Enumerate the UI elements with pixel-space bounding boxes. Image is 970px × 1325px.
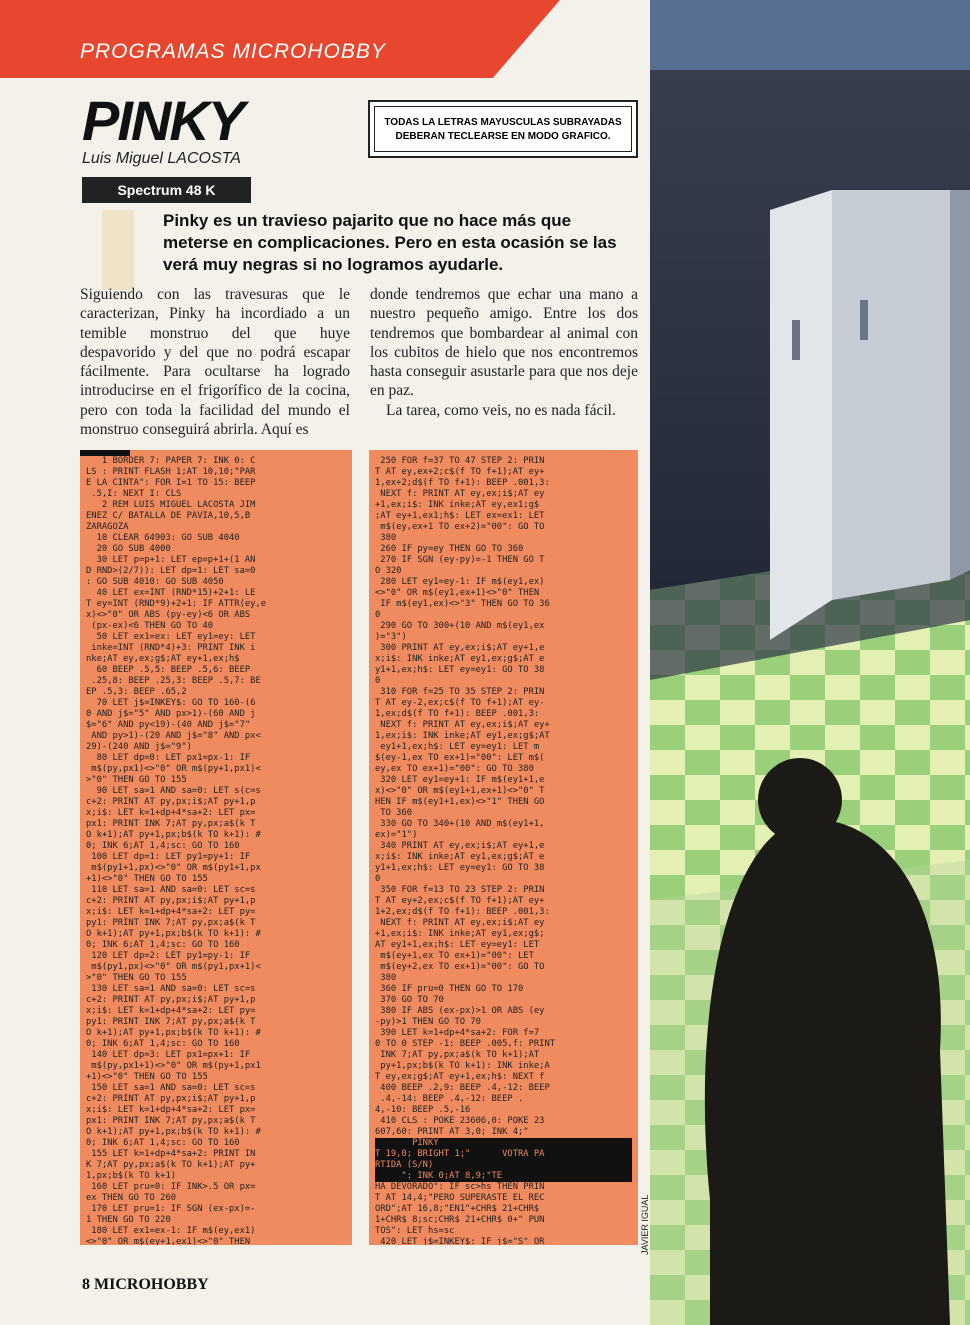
code-line: m$(py1,px)<>"0" OR m$(py1,px+1)< xyxy=(86,962,261,972)
code-line: 0 TO 0 STEP -1: BEEP .005,f: PRINT xyxy=(375,1039,556,1049)
code-line: m$(py,px1+1)<>"0" OR m$(py+1,px1 xyxy=(86,1061,261,1071)
code-line: 260 IF py=ey THEN GO TO 360 xyxy=(375,544,524,554)
code-line: y1+1,ex;h$: LET ey=ey1: GO TO 38 xyxy=(375,863,545,873)
code-line: PINKY xyxy=(375,1138,632,1149)
code-line: 30 LET p=p+1: LET ep=p+1+(1 AN xyxy=(86,555,256,565)
magazine-name: MICROHOBBY xyxy=(94,1276,209,1293)
code-line: HEN IF m$(ey1+1,ex)<>"1" THEN GO xyxy=(375,797,545,807)
code-line: 29)-(240 AND j$="9") xyxy=(86,742,192,752)
code-line: 420 LET j$=INKEY$: IF j$="S" OR xyxy=(375,1237,545,1245)
code-line: c+2: PRINT AT py,px;i$;AT py+1,p xyxy=(86,995,256,1005)
code-line: 270 IF SGN (ey-py)=-1 THEN GO T xyxy=(375,555,545,565)
code-line: inke=INT (RND*4)+3: PRINT INK i xyxy=(86,643,256,653)
code-line: 1+2,ex;d$(f TO f+1): BEEP .001,3: xyxy=(375,907,550,917)
code-line: 380 xyxy=(375,533,397,543)
code-line: x;i$: LET k=1+dp+4*sa+2: LET px= xyxy=(86,808,256,818)
code-line: 320 LET ey1=ey+1: IF m$(ey1+1,e xyxy=(375,775,545,785)
code-line: c+2: PRINT AT py,px;i$;AT py+1,p xyxy=(86,797,256,807)
code-line: $="6" AND py<19)-(40 AND j$="7" xyxy=(86,720,251,730)
code-line: AT ey1+1,ex;h$: LET ey=ey1: LET xyxy=(375,940,540,950)
code-line: 40 LET ex=INT (RND*15)+2+1: LE xyxy=(86,588,256,598)
code-line: 290 GO TO 300+(10 AND m$(ey1,ex xyxy=(375,621,545,631)
code-line: ex THEN GO TO 260 xyxy=(86,1193,177,1203)
code-line: ": INK 0;AT 8,9;"TE xyxy=(375,1171,632,1182)
code-line: 10 CLEAR 64903: GO SUB 4040 xyxy=(86,533,240,543)
basic-listing-2 xyxy=(369,450,638,1245)
code-line: IF m$(ey1,ex)<>"3" THEN GO TO 36 xyxy=(375,599,550,609)
code-line: +1)<>"0" THEN GO TO 155 xyxy=(86,1072,208,1082)
code-line: <>"0" OR m$(ey1,ex+1)<>"0" THEN xyxy=(375,588,540,598)
code-line: x;i$: LET k=1+dp+4*sa+2: LET px= xyxy=(86,1105,256,1115)
code-line: +1,ex;i$: INK inke;AT ey,ex1;g$ xyxy=(375,500,540,510)
code-line: +1)<>"0" THEN GO TO 155 xyxy=(86,874,208,884)
code-line: -py)>1 THEN GO TO 70 xyxy=(375,1017,481,1027)
code-line: +1,ex;i$: INK inke;AT ey1,ex;g$; xyxy=(375,929,545,939)
code-line: NEXT f: PRINT AT ey,ex;i$;AT ey xyxy=(375,489,545,499)
code-line: D RND>(2/7)): LET dp=1: LET sa=0 xyxy=(86,566,256,576)
code-line: 110 LET sa=1 AND sa=0: LET sc=s xyxy=(86,885,256,895)
code-line: .25,8: BEEP .25,3: BEEP .5,7: BE xyxy=(86,676,261,686)
code-line: 390 LET k=1+dp+4*sa+2: FOR f=7 xyxy=(375,1028,540,1038)
code-line: >"0" THEN GO TO 155 xyxy=(86,775,187,785)
body-paragraph: donde tendremos que echar una mano a nuestro pequeño amigo. Entre los dos tendremos que bombardear al animal con los cubitos de hielo que nos encontremos hasta conseguir asustarle para que nos deje en paz. xyxy=(370,286,638,400)
code-line: py1: PRINT INK 7;AT py,px;a$(k T xyxy=(86,1017,256,1027)
code-line: T ey,ex;g$;AT ey+1,ex;h$: NEXT f xyxy=(375,1072,545,1082)
code-line: 380 IF ABS (ex-px)>1 OR ABS (ey xyxy=(375,1006,545,1016)
code-line: 0; INK 6;AT 1,4;sc: GO TO 160 xyxy=(86,940,240,950)
code-line: 410 CLS : POKE 23606,0: POKE 23 xyxy=(375,1116,545,1126)
code-line: TOS": LET hs=sc xyxy=(375,1226,455,1236)
article-lead: Pinky es un travieso pajarito que no hace más que meterse en complicaciones. Pero en esta ocasión se las verá muy negras si no logramos ayudarle. xyxy=(163,211,617,274)
code-line: 1,ex+2;d$(f TO f+1): BEEP .001,3: xyxy=(375,478,550,488)
code-line: y1+1,ex;h$: LET ey=ey1: GO TO 38 xyxy=(375,665,545,675)
code-line: .5,I: NEXT I: CLS xyxy=(86,489,182,499)
code-line: 100 LET dp=1: LET py1=py+1: IF xyxy=(86,852,251,862)
code-line: py+1,px;b$(k TO k+1): INK inke;A xyxy=(375,1061,550,1071)
code-line: .4,-14: BEEP .4,-12: BEEP . xyxy=(375,1094,524,1104)
code-line: (px-ex)<6 THEN GO TO 40 xyxy=(86,621,214,631)
code-line: 0 AND j$="5" AND px>1)-(60 AND j xyxy=(86,709,256,719)
code-line: $(ey-1,ex TO ex+1)="00": LET m$( xyxy=(375,753,545,763)
code-line: ey,ex TO ex+1)="00": GO TO 380 xyxy=(375,764,534,774)
article-author: Luis Miguel LACOSTA xyxy=(82,150,241,167)
code-line: O k+1);AT py+1,px;b$(k TO k+1): # xyxy=(86,929,261,939)
code-line: 250 FOR f=37 TO 47 STEP 2: PRIN xyxy=(375,456,545,466)
code-line: O k+1);AT py+1,px;b$(k TO k+1): # xyxy=(86,1127,261,1137)
section-title: PROGRAMAS MICROHOBBY xyxy=(80,40,386,63)
page-number: 8 xyxy=(82,1276,90,1293)
code-line: 1 BORDER 7: PAPER 7: INK 0: C xyxy=(86,456,256,466)
code-line: INK 7;AT py,px;a$(k TO k+1);AT xyxy=(375,1050,540,1060)
code-line: 350 FOR f=13 TO 23 STEP 2: PRIN xyxy=(375,885,545,895)
code-line: 0 xyxy=(375,676,381,686)
code-line: T ey=INT (RND*9)+2+1: IF ATTR(ey,e xyxy=(86,599,267,609)
page-footer xyxy=(82,1276,209,1294)
code-line: px1: PRINT INK 7;AT py,px;a$(k T xyxy=(86,819,256,829)
code-line: py1: PRINT INK 7;AT py,px;a$(k T xyxy=(86,918,256,928)
code-line: 330 GO TO 340+(10 AND m$(ey1+1, xyxy=(375,819,545,829)
code-line: m$(py,px1)<>"0" OR m$(py+1,px1)< xyxy=(86,764,261,774)
code-line: 380 xyxy=(375,973,397,983)
code-line: >"0" THEN GO TO 155 xyxy=(86,973,187,983)
code-line: LS : PRINT FLASH 1;AT 10,10;"PAR xyxy=(86,467,256,477)
code-line: )="3") xyxy=(375,632,407,642)
code-line: 155 LET k=1+dp+4*sa+2: PRINT IN xyxy=(86,1149,256,1159)
basic-listing-1 xyxy=(80,450,352,1245)
code-line: 1,ex;i$: INK inke;AT ey1,ex;g$;AT xyxy=(375,731,550,741)
code-line: x;i$: INK inke;AT ey1,ex;g$;AT e xyxy=(375,654,545,664)
code-line: 0; INK 6;AT 1,4;sc: GO TO 160 xyxy=(86,1039,240,1049)
code-line: ey1+1,ex;h$: LET ey=ey1: LET m xyxy=(375,742,540,752)
code-line: 160 LET pru=0: IF INK>.5 OR px= xyxy=(86,1182,256,1192)
code-line: 1+CHR$ 8;sc;CHR$ 21+CHR$ 0+" PUN xyxy=(375,1215,545,1225)
code-line: 70 LET j$=INKEY$: GO TO 160-(6 xyxy=(86,698,256,708)
code-line: 360 IF pru=0 THEN GO TO 170 xyxy=(375,984,524,994)
code-line: ;AT ey+1,ex1;h$: LET ex=ex1: LET xyxy=(375,511,545,521)
code-line: 20 GO SUB 4000 xyxy=(86,544,171,554)
code-line: O k+1);AT py+1,px;b$(k TO k+1): # xyxy=(86,830,261,840)
code-line: x;i$: INK inke;AT ey1,ex;g$;AT e xyxy=(375,852,545,862)
code-line: T AT ey-2,ex;c$(f TO f+1);AT ey- xyxy=(375,698,545,708)
code-line: 0 xyxy=(375,874,381,884)
code-line: ORD";AT 16,8;"EN1"+CHR$ 21+CHR$ xyxy=(375,1204,540,1214)
code-line: 2 REM LUIS MIGUEL LACOSTA JIM xyxy=(86,500,256,510)
code-line: c+2: PRINT AT py,px;i$;AT py+1,p xyxy=(86,896,256,906)
code-line: O k+1);AT py+1,px;b$(k TO k+1): # xyxy=(86,1028,261,1038)
code-line: T AT ey,ex+2;c$(f TO f+1);AT ey+ xyxy=(375,467,545,477)
code-line: 0; INK 6;AT 1,4;sc: GO TO 160 xyxy=(86,841,240,851)
code-line: T 19,0; BRIGHT 1;" VOTRA PA xyxy=(375,1149,632,1160)
code-line: 0 xyxy=(375,610,381,620)
code-line: 300 PRINT AT ey,ex;i$;AT ey+1,e xyxy=(375,643,545,653)
code-line: 140 LET dp=3: LET px1=px+1: IF xyxy=(86,1050,251,1060)
code-line: 1,px;b$(k TO k+1) xyxy=(86,1171,177,1181)
code-line: 0; INK 6;AT 1,4;sc: GO TO 160 xyxy=(86,1138,240,1148)
code-line: 607,60: PRINT AT 3,0; INK 4;" xyxy=(375,1127,529,1137)
code-line: 280 LET ey1=ey-1: IF m$(ey1,ex) xyxy=(375,577,545,587)
code-line: NEXT f: PRINT AT ey,ex;i$;AT ey+ xyxy=(375,720,550,730)
code-line: 90 LET sa=1 AND sa=0: LET s(c=s xyxy=(86,786,261,796)
code-line: 340 PRINT AT ey,ex;i$;AT ey+1,e xyxy=(375,841,545,851)
code-line: c+2: PRINT AT py,px;i$;AT py+1,p xyxy=(86,1094,256,1104)
code-line: 130 LET sa=1 AND sa=0: LET sc=s xyxy=(86,984,256,994)
code-line: 180 LET ex1=ex-1: IF m$(ey,ex1) xyxy=(86,1226,256,1236)
fridge-monster-illustration xyxy=(650,0,970,1325)
code-line: T AT ey+2,ex;c$(f TO f+1);AT ey+ xyxy=(375,896,545,906)
code-line: 310 FOR f=25 TO 35 STEP 2: PRIN xyxy=(375,687,545,697)
code-line: x;i$: LET k=1+dp+4*sa+2: LET py= xyxy=(86,1006,256,1016)
code-line: x)<>"0" OR m$(ey1+1,ex+1)<>"0" T xyxy=(375,786,545,796)
illustration-photo xyxy=(650,0,970,1325)
code-line: 400 BEEP .2,9: BEEP .4,-12: BEEP xyxy=(375,1083,550,1093)
code-line: 170 LET pru=1: IF SGN (ex-px)=- xyxy=(86,1204,256,1214)
code-line: nke;AT ey,ex;g$;AT ey+1,ex;h$ xyxy=(86,654,240,664)
article-title: PINKY xyxy=(82,89,244,152)
code-line: 120 LET dp=2: LET py1=py-1: IF xyxy=(86,951,251,961)
code-line: O 320 xyxy=(375,566,402,576)
code-line: 80 LET dp=0: LET px1=px-1: IF xyxy=(86,753,251,763)
illustrator-credit: JAVIER IGUAL xyxy=(640,1194,650,1255)
code-line: NEXT f: PRINT AT ey,ex;i$;AT ey xyxy=(375,918,545,928)
code-line: HA DEVORADO": IF sc>hs THEN PRIN xyxy=(375,1182,545,1192)
code-line: EP .5,3: BEEP .65,2 xyxy=(86,687,187,697)
code-line: T AT 14,4;"PERO SUPERASTE EL REC xyxy=(375,1193,545,1203)
body-column-1: Siguiendo con las travesuras que le caracterizan, Pinky ha incordiado a un temible monstruo del que huye despavorido y del que no podrá escapar fácilmente. Para ocultarse ha logrado introducirse en el frigorífico de la cocina, pero con toda la facilidad del mundo el monstruo conseguirá abrirla. Aquí es xyxy=(80,286,350,439)
code-line: TO 360 xyxy=(375,808,413,818)
code-line: ENEZ C/ BATALLA DE PAVIA,10,5,B xyxy=(86,511,251,521)
code-line: x;i$: LET k=1+dp+4*sa+2: LET py= xyxy=(86,907,256,917)
code-line: 150 LET sa=1 AND sa=0: LET sc=s xyxy=(86,1083,256,1093)
code-line: m$(ey+1,ex TO ex+1)="00": LET xyxy=(375,951,534,961)
code-line: ZARAGOZA xyxy=(86,522,129,532)
code-line: K 7;AT py,px;a$(k TO k+1);AT py+ xyxy=(86,1160,256,1170)
code-line: 60 BEEP .5,5: BEEP .5,6: BEEP xyxy=(86,665,251,675)
code-line: px1: PRINT INK 7;AT py,px;a$(k T xyxy=(86,1116,256,1126)
code-line: 1 THEN GO TO 220 xyxy=(86,1215,171,1225)
platform-badge: Spectrum 48 K xyxy=(82,177,251,203)
code-line: 4,-10: BEEP .5,-16 xyxy=(375,1105,471,1115)
code-line: E LA CINTA": FOR I=1 TO 15: BEEP xyxy=(86,478,256,488)
code-line: ex)="1") xyxy=(375,830,418,840)
code-line: 370 GO TO 70 xyxy=(375,995,444,1005)
code-line: m$(ey+2,ex TO ex+1)="00": GO TO xyxy=(375,962,545,972)
code-line: : GO SUB 4010: GO SUB 4050 xyxy=(86,577,224,587)
code-line: <>"0" OR m$(ey+1,ex1)<>"0" THEN xyxy=(86,1237,251,1245)
code-line: m$(py1+1,px)<>"0" OR m$(py1+1,px xyxy=(86,863,261,873)
code-line: 50 LET ex1=ex: LET ey1=ey: LET xyxy=(86,632,256,642)
code-line: 1,ex;d$(f TO f+1): BEEP .001,3: xyxy=(375,709,540,719)
code-line: AND py>1)-(20 AND j$="8" AND px< xyxy=(86,731,261,741)
decorative-bar xyxy=(102,210,134,290)
code-line: m$(ey,ex+1 TO ex+2)="00": GO TO xyxy=(375,522,545,532)
code-line: x)<>"0" OR ABS (py-ey)<6 OR ABS xyxy=(86,610,251,620)
body-column-2 xyxy=(370,285,638,420)
section-banner xyxy=(0,0,560,78)
code-line: RTIDA (S/N) xyxy=(375,1160,632,1171)
graphic-mode-notice: TODAS LA LETRAS MAYUSCULAS SUBRAYADAS DEBERAN TECLEARSE EN MODO GRAFICO. xyxy=(368,100,638,158)
body-paragraph: La tarea, como veis, no es nada fácil. xyxy=(386,401,616,419)
